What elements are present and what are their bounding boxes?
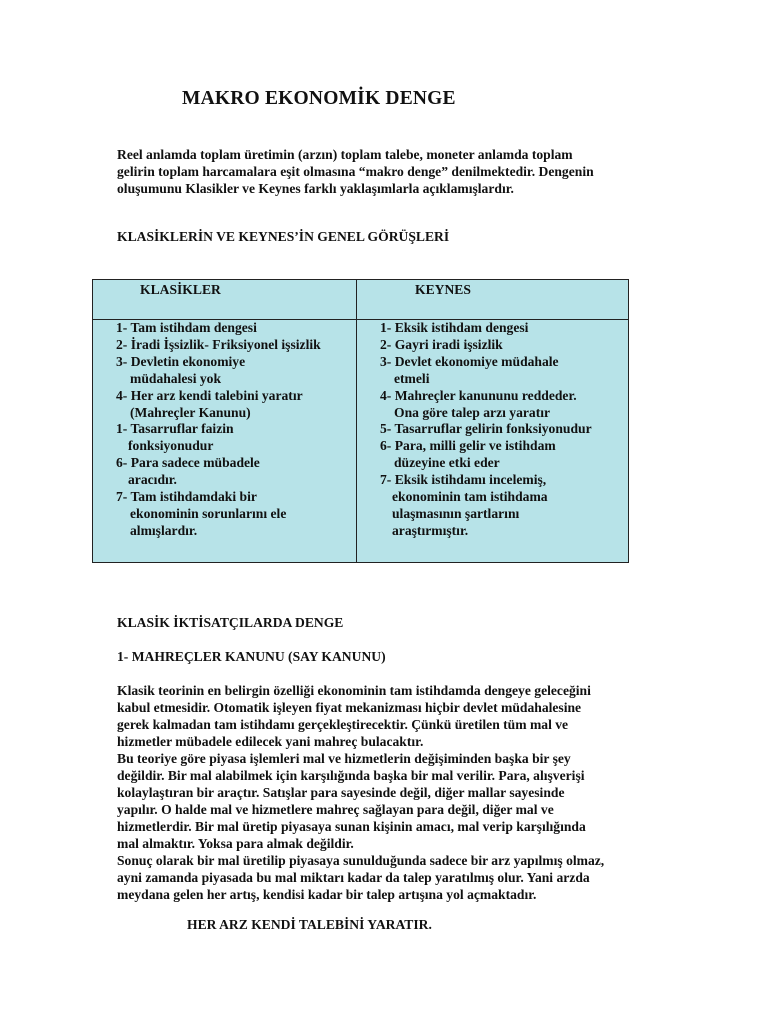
body-line: kabul etmesidir. Otomatik işleyen fiyat mekanizması hiçbir devlet müdahalesine — [117, 700, 582, 715]
table-cell-line: fonksiyonudur — [128, 438, 214, 454]
section-heading-klasik-denge: KLASİK İKTİSATÇILARDA DENGE — [117, 615, 344, 630]
subsection-heading-mahrecler: 1- MAHREÇLER KANUNU (SAY KANUNU) — [117, 649, 386, 664]
table-cell-line: 3- Devletin ekonomiye — [116, 353, 246, 369]
table-header-keynes: KEYNES — [415, 282, 471, 297]
table-cell-line: 7- Eksik istihdamı incelemiş, — [380, 472, 547, 488]
closing-statement: HER ARZ KENDİ TALEBİNİ YARATIR. — [187, 917, 432, 932]
section-heading-genel-gorusler: KLASİKLERİN VE KEYNES’İN GENEL GÖRÜŞLERİ — [117, 229, 450, 244]
body-line: kolaylaştıran bir araçtır. Satışlar para sayesinde değil, diğer mallar sayesinde — [117, 785, 565, 800]
table-cell-line: ekonominin tam istihdama — [392, 489, 548, 505]
table-cell-line: 7- Tam istihdamdaki bir — [116, 489, 257, 505]
body-line: Bu teoriye göre piyasa işlemleri mal ve hizmetlerin değişiminden başka bir şey — [117, 751, 571, 766]
keynes-column — [380, 320, 592, 540]
table-column-divider — [356, 280, 357, 562]
intro-line: oluşumunu Klasikler ve Keynes farklı yaklaşımlarla açıklamışlardır. — [117, 181, 514, 196]
table-cell-line: Ona göre talep arzı yaratır — [394, 404, 551, 420]
table-cell-line: 3- Devlet ekonomiye müdahale — [380, 353, 559, 369]
body-line: hizmetler mübadele edilecek yani mahreç bulacaktır. — [117, 734, 424, 749]
body-line: mal almaktır. Yoksa para almak değildir. — [117, 836, 354, 851]
intro-paragraph — [117, 146, 594, 197]
table-cell-line: 5- Tasarruflar gelirin fonksiyonudur — [380, 421, 592, 437]
table-cell-line: 2- Gayri iradi işsizlik — [380, 336, 503, 352]
table-cell-line: etmeli — [394, 370, 430, 386]
body-paragraph — [117, 682, 604, 903]
table-cell-line: ulaşmasının şartlarını — [392, 505, 520, 521]
table-cell-line: aracıdır. — [128, 472, 177, 488]
table-cell-line: 1- Tam istihdam dengesi — [116, 320, 257, 335]
intro-line: Reel anlamda toplam üretimin (arzın) toplam talebe, moneter anlamda toplam — [117, 147, 573, 162]
table-cell-line: (Mahreçler Kanunu) — [130, 404, 251, 420]
table-cell-line: almışlardır. — [130, 522, 198, 538]
body-line: değildir. Bir mal alabilmek için karşılığında başka bir mal verilir. Para, alışverişi — [117, 768, 585, 783]
body-line: Sonuç olarak bir mal üretilip piyasaya sunulduğunda sadece bir arz yapılmış olmaz, — [117, 853, 605, 868]
body-line: ayni zamanda piyasada bu mal miktarı kadar da talep yaratılmış olur. Yani arzda — [117, 870, 590, 885]
comparison-table — [92, 279, 629, 563]
table-cell-line: 6- Para sadece mübadele — [116, 455, 260, 471]
table-cell-line: 1- Eksik istihdam dengesi — [380, 320, 529, 335]
body-line: hizmetlerdir. Bir mal üretip piyasaya sunan kişinin amacı, mal verip karşılığında — [117, 819, 586, 834]
table-cell-line: 2- İradi İşsizlik- Friksiyonel işsizlik — [116, 336, 321, 352]
body-line: Klasik teorinin en belirgin özelliği ekonominin tam istihdamda dengeye geleceğini — [117, 683, 591, 698]
table-cell-line: düzeyine etki eder — [394, 455, 500, 471]
table-cell-line: 4- Mahreçler kanununu reddeder. — [380, 387, 577, 403]
table-cell-line: müdahalesi yok — [130, 370, 222, 386]
table-cell-line: ekonominin sorunlarını ele — [130, 505, 287, 521]
body-line: yapılır. O halde mal ve hizmetlere mahreç sağlayan para değil, diğer mal ve — [117, 802, 554, 817]
body-line: meydana gelen her artış, kendisi kadar bir talep artışına yol açmaktadır. — [117, 887, 537, 902]
klasikler-column — [116, 320, 321, 540]
table-cell-line: 1- Tasarruflar faizin — [116, 421, 234, 437]
intro-line: gelirin toplam harcamalara eşit olmasına “makro denge” denilmektedir. Dengenin — [117, 164, 594, 179]
table-header-klasikler: KLASİKLER — [140, 282, 221, 297]
body-line: gerek kalmadan tam istihdamı gerçekleştirecektir. Çünkü üretilen tüm mal ve — [117, 717, 569, 732]
document-title: MAKRO EKONOMİK DENGE — [182, 88, 456, 109]
table-cell-line: araştırmıştır. — [392, 522, 469, 538]
table-cell-line: 4- Her arz kendi talebini yaratır — [116, 387, 303, 403]
table-cell-line: 6- Para, milli gelir ve istihdam — [380, 438, 556, 454]
